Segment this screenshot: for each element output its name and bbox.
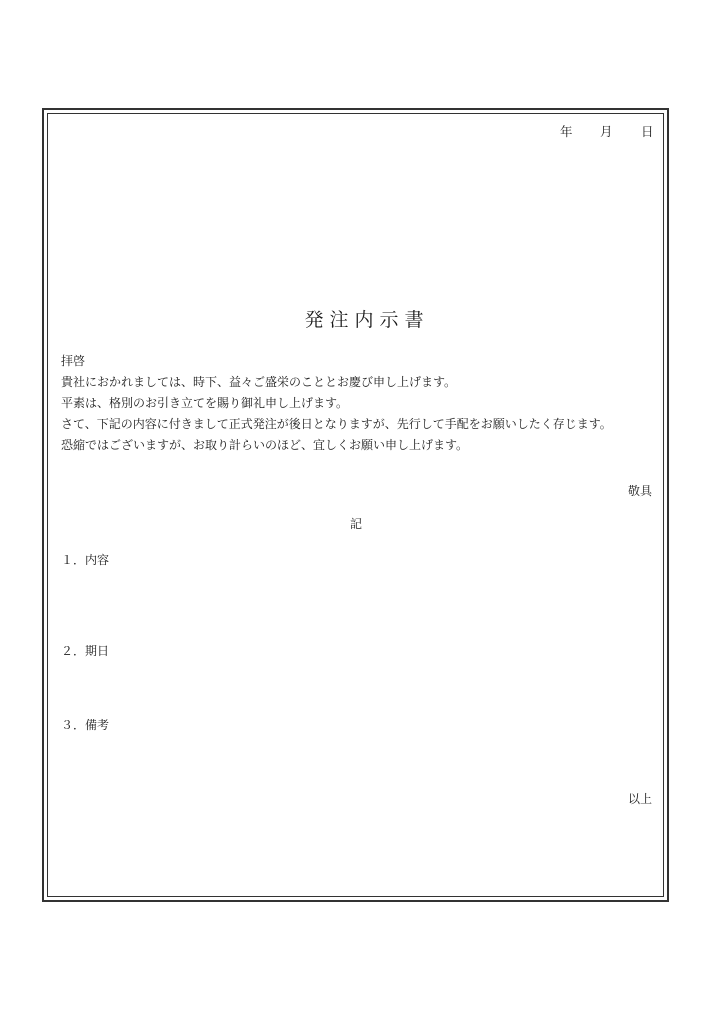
- greeting-line-3: さて、下記の内容に付きまして正式発注が後日となりますが、先行して手配をお願いしたく存じます。: [61, 417, 612, 431]
- greeting-line-2: 平素は、格別のお引き立てを賜り御礼申し上げます。: [61, 396, 349, 410]
- greeting-line-1: 貴社におかれましては、時下、益々ご盛栄のこととお慶び申し上げます。: [61, 375, 457, 389]
- end-label: 以上: [628, 792, 653, 806]
- date-line: [555, 122, 655, 138]
- greeting-line-4: 恐縮ではございますが、お取り計らいのほど、宜しくお願い申し上げます。: [61, 438, 469, 452]
- document-border-inner: [47, 113, 664, 897]
- record-label: 記: [350, 517, 363, 531]
- document-border: [42, 108, 669, 902]
- item-remarks-label: ３．備考: [61, 718, 110, 732]
- document-title: 発注内示書: [304, 309, 430, 331]
- item-content-label: １．内容: [61, 553, 110, 567]
- month-label: 月: [600, 124, 613, 139]
- greeting-closing: 敬具: [628, 484, 653, 498]
- item-due-date-label: ２．期日: [61, 644, 110, 658]
- greeting-opening: 拝啓: [61, 354, 86, 368]
- day-label: 日: [641, 124, 654, 139]
- year-label: 年: [560, 124, 573, 139]
